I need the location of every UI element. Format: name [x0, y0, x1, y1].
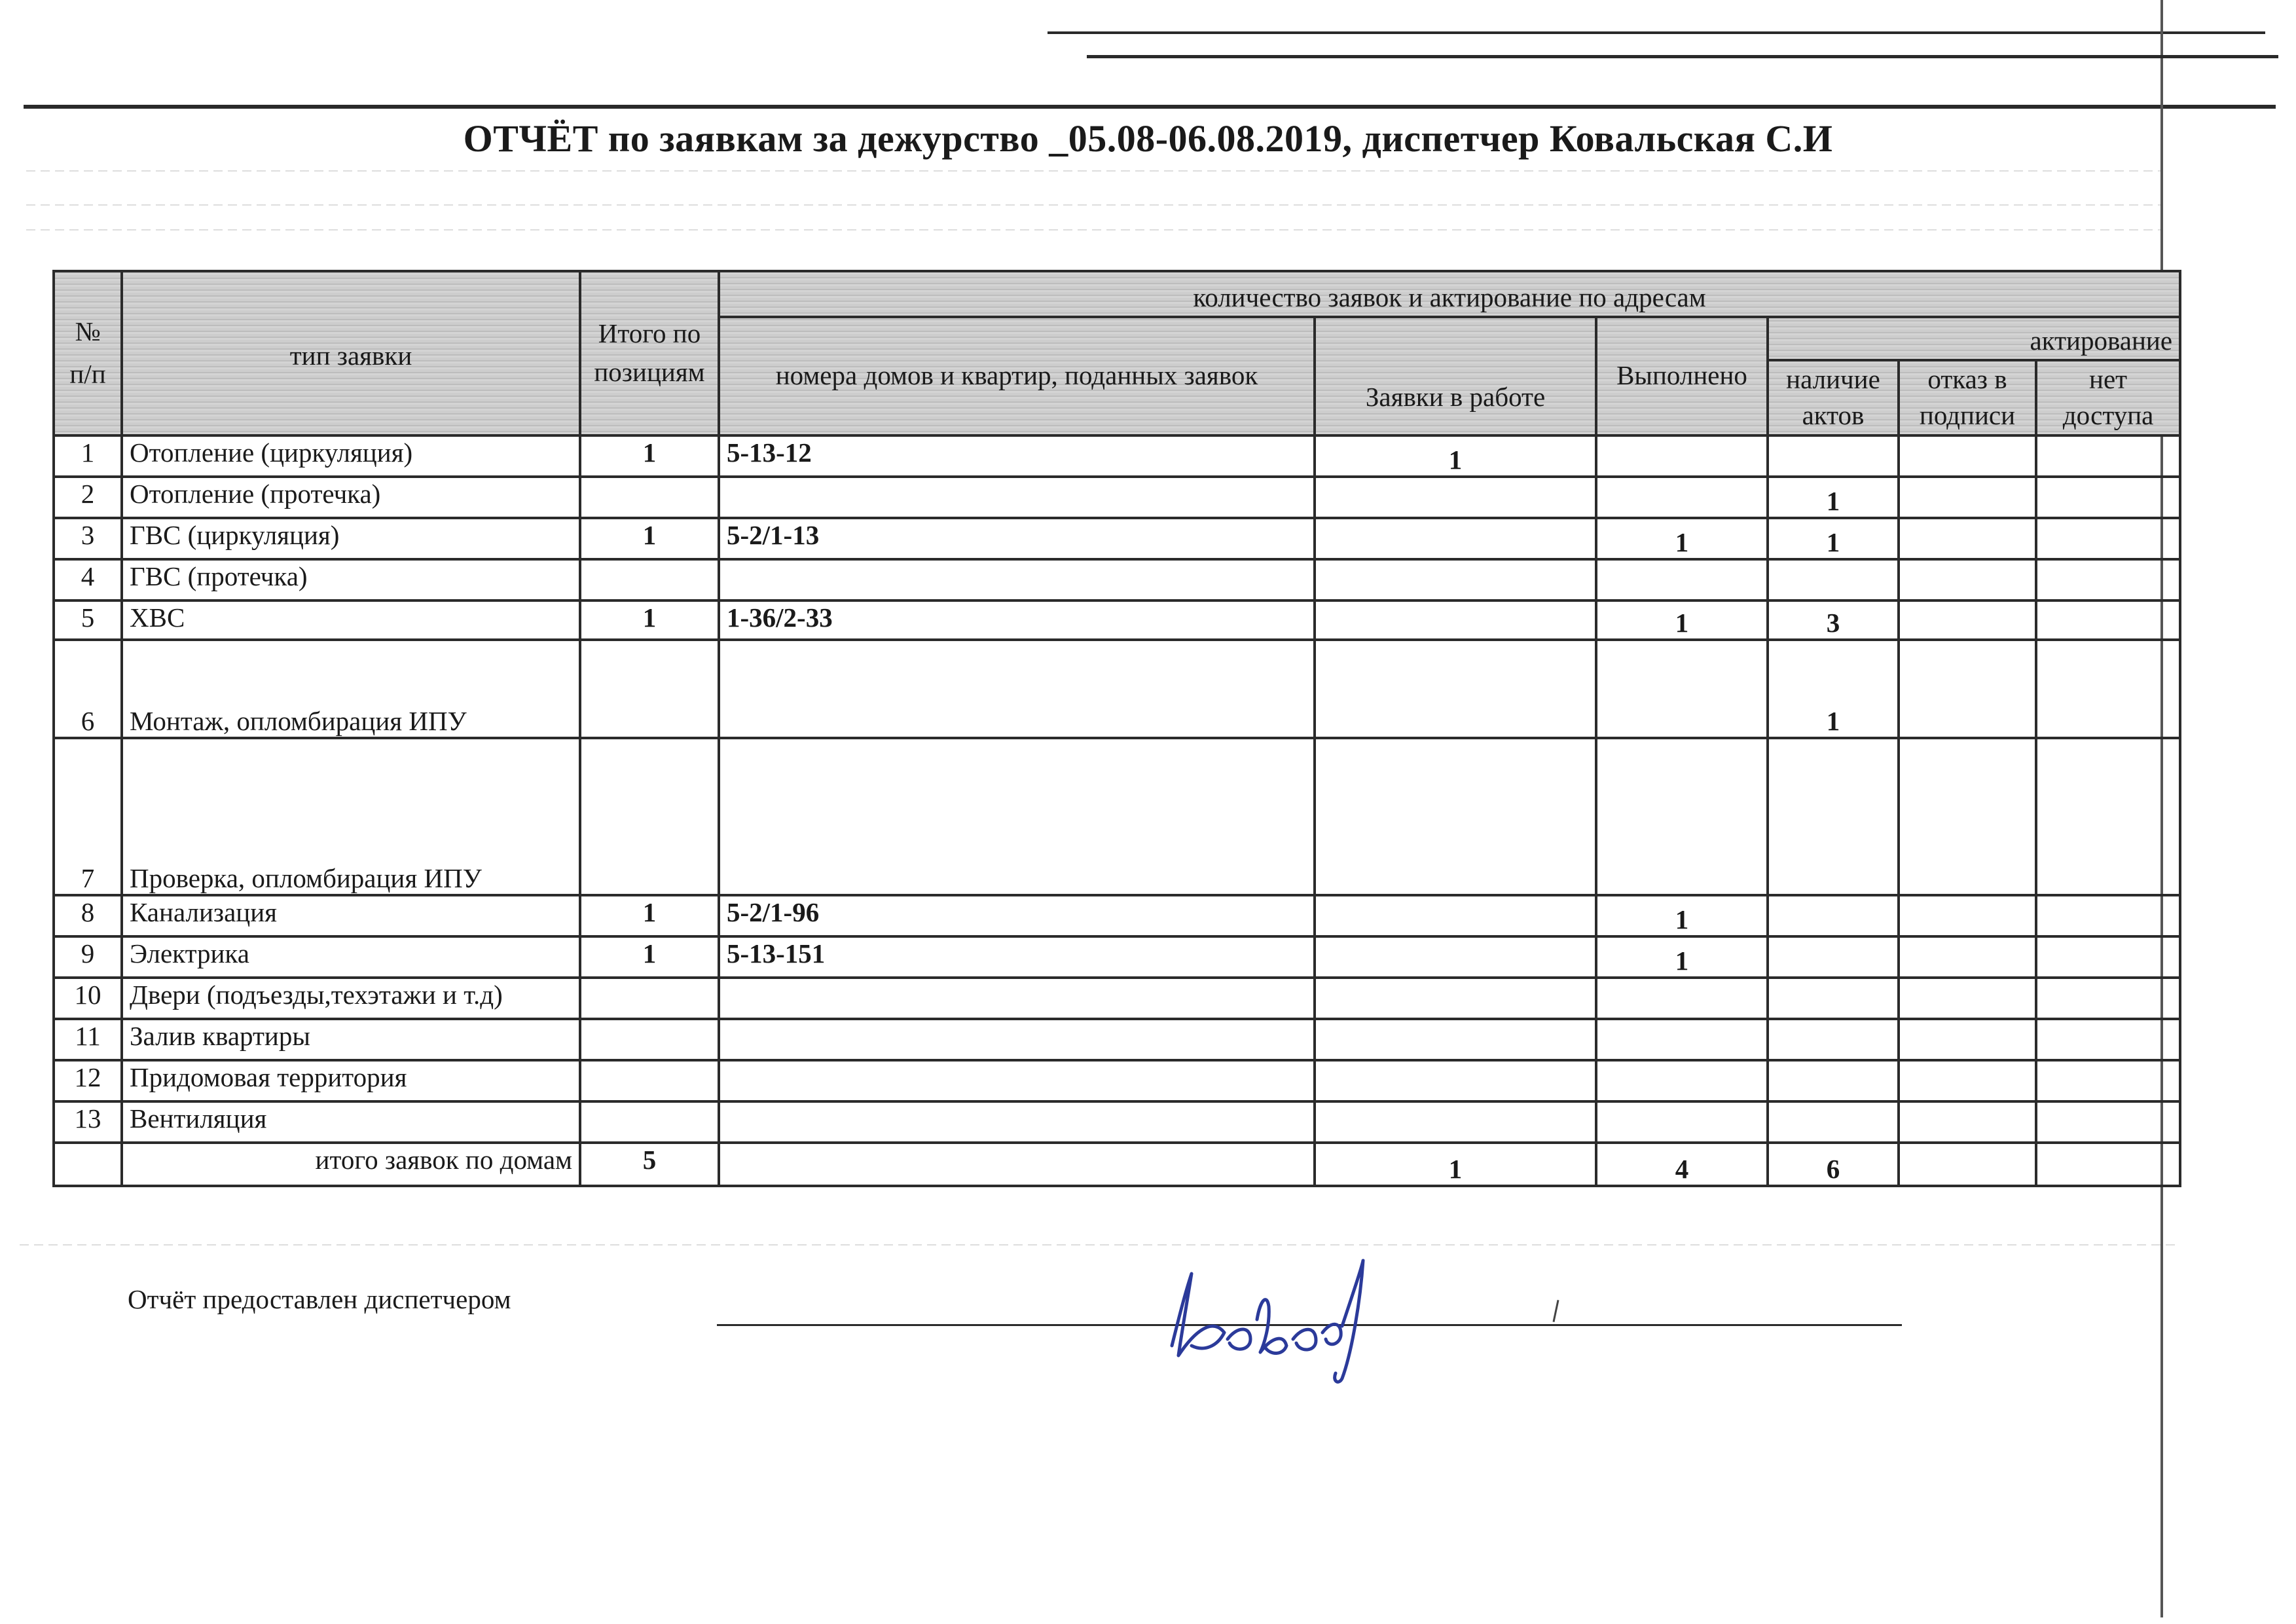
row-done — [1596, 435, 1768, 477]
row-total — [580, 1101, 719, 1143]
table-row — [54, 640, 2180, 738]
row-acts-present — [1768, 1019, 1899, 1060]
row-in-work — [1315, 1060, 1596, 1101]
row-done — [1596, 477, 1768, 518]
header-row-1 — [54, 271, 2180, 317]
row-total — [580, 978, 719, 1019]
row-type: Залив квартиры — [122, 1019, 580, 1060]
row-acts-present — [1768, 1060, 1899, 1101]
top-scan-border — [1048, 31, 2265, 34]
totals-acts-refused — [1899, 1143, 2036, 1186]
row-number: 10 — [54, 978, 122, 1019]
row-total: 1 — [580, 895, 719, 936]
handwritten-signature — [1152, 1247, 1427, 1392]
header-acts-no-access: нет доступа — [2036, 360, 2180, 435]
row-type: Вентиляция — [122, 1101, 580, 1143]
row-in-work: 1 — [1315, 435, 1596, 477]
row-addresses: 5-2/1-13 — [719, 518, 1315, 559]
row-done: 1 — [1596, 518, 1768, 559]
row-in-work — [1315, 738, 1596, 895]
row-acts-no-access — [2036, 738, 2180, 895]
row-acts-present — [1768, 978, 1899, 1019]
row-number: 6 — [54, 640, 122, 738]
header-acts-group: актирование — [1768, 317, 2180, 360]
row-acts-no-access — [2036, 936, 2180, 978]
faint-scan-line — [26, 204, 2160, 206]
row-type: Электрика — [122, 936, 580, 978]
row-number: 1 — [54, 435, 122, 477]
row-acts-no-access — [2036, 518, 2180, 559]
totals-in-work: 1 — [1315, 1143, 1596, 1186]
totals-total: 5 — [580, 1143, 719, 1186]
table-row — [54, 600, 2180, 640]
row-type: Проверка, опломбирация ИПУ — [122, 738, 580, 895]
row-addresses — [719, 477, 1315, 518]
footer-label: Отчёт предоставлен диспетчером — [128, 1284, 511, 1314]
header-num: № п/п — [54, 271, 122, 435]
row-number: 9 — [54, 936, 122, 978]
top-rule — [24, 105, 2276, 109]
row-acts-present — [1768, 895, 1899, 936]
row-acts-refused — [1899, 435, 2036, 477]
row-in-work — [1315, 1019, 1596, 1060]
row-number: 13 — [54, 1101, 122, 1143]
table-row — [54, 435, 2180, 477]
row-acts-refused — [1899, 1019, 2036, 1060]
row-number: 4 — [54, 559, 122, 600]
header-addresses: номера домов и квартир, поданных заявок — [719, 317, 1315, 435]
row-acts-present — [1768, 1101, 1899, 1143]
row-acts-no-access — [2036, 1101, 2180, 1143]
row-type: ГВС (циркуляция) — [122, 518, 580, 559]
row-addresses — [719, 1060, 1315, 1101]
row-acts-refused — [1899, 895, 2036, 936]
row-addresses — [719, 559, 1315, 600]
row-number: 3 — [54, 518, 122, 559]
header-total: Итого по позициям — [580, 271, 719, 435]
row-acts-present: 3 — [1768, 600, 1899, 640]
row-addresses — [719, 978, 1315, 1019]
row-in-work — [1315, 936, 1596, 978]
row-acts-refused — [1899, 559, 2036, 600]
row-in-work — [1315, 600, 1596, 640]
table-row — [54, 1060, 2180, 1101]
row-acts-no-access — [2036, 559, 2180, 600]
row-acts-present — [1768, 738, 1899, 895]
row-type: ХВС — [122, 600, 580, 640]
table-row — [54, 936, 2180, 978]
row-done: 1 — [1596, 600, 1768, 640]
row-in-work — [1315, 518, 1596, 559]
row-acts-no-access — [2036, 978, 2180, 1019]
totals-addresses — [719, 1143, 1315, 1186]
row-addresses — [719, 640, 1315, 738]
row-done: 1 — [1596, 936, 1768, 978]
row-total — [580, 477, 719, 518]
row-acts-no-access — [2036, 435, 2180, 477]
row-total: 1 — [580, 936, 719, 978]
row-in-work — [1315, 1101, 1596, 1143]
row-total — [580, 738, 719, 895]
row-total — [580, 1019, 719, 1060]
totals-empty-num — [54, 1143, 122, 1186]
header-group: количество заявок и актирование по адресам — [719, 271, 2180, 317]
row-addresses — [719, 1019, 1315, 1060]
faint-scan-line — [20, 1244, 2180, 1246]
row-in-work — [1315, 895, 1596, 936]
row-done — [1596, 1060, 1768, 1101]
row-number: 2 — [54, 477, 122, 518]
row-acts-refused — [1899, 978, 2036, 1019]
row-in-work — [1315, 978, 1596, 1019]
row-addresses — [719, 1101, 1315, 1143]
table-row — [54, 1019, 2180, 1060]
row-acts-present: 1 — [1768, 640, 1899, 738]
row-in-work — [1315, 477, 1596, 518]
row-number: 12 — [54, 1060, 122, 1101]
totals-label: итого заявок по домам — [122, 1143, 580, 1186]
row-done: 1 — [1596, 895, 1768, 936]
header-in-work: Заявки в работе — [1315, 317, 1596, 435]
row-done — [1596, 640, 1768, 738]
row-total: 1 — [580, 435, 719, 477]
row-acts-refused — [1899, 640, 2036, 738]
table-row — [54, 738, 2180, 895]
row-type: Монтаж, опломбирация ИПУ — [122, 640, 580, 738]
row-in-work — [1315, 640, 1596, 738]
row-total — [580, 1060, 719, 1101]
row-number: 7 — [54, 738, 122, 895]
report-title: ОТЧЁТ по заявкам за дежурство _05.08-06.08.2019, диспетчер Ковальская С.И — [463, 117, 1833, 160]
row-acts-present — [1768, 936, 1899, 978]
row-total — [580, 640, 719, 738]
row-acts-no-access — [2036, 600, 2180, 640]
row-number: 11 — [54, 1019, 122, 1060]
totals-row — [54, 1143, 2180, 1186]
row-addresses: 5-13-12 — [719, 435, 1315, 477]
row-type: Придомовая территория — [122, 1060, 580, 1101]
header-acts-refused: отказ в подписи — [1899, 360, 2036, 435]
table-row — [54, 895, 2180, 936]
report-table — [52, 270, 2181, 1187]
row-type: Двери (подъезды,техэтажи и т.д) — [122, 978, 580, 1019]
row-acts-no-access — [2036, 640, 2180, 738]
totals-acts-present: 6 — [1768, 1143, 1899, 1186]
faint-scan-line — [26, 229, 2160, 231]
row-acts-refused — [1899, 1101, 2036, 1143]
row-type: Отопление (циркуляция) — [122, 435, 580, 477]
row-total: 1 — [580, 518, 719, 559]
table-row — [54, 978, 2180, 1019]
row-acts-refused — [1899, 600, 2036, 640]
totals-done: 4 — [1596, 1143, 1768, 1186]
row-addresses — [719, 738, 1315, 895]
row-type: Канализация — [122, 895, 580, 936]
row-type: Отопление (протечка) — [122, 477, 580, 518]
row-acts-no-access — [2036, 477, 2180, 518]
row-acts-refused — [1899, 738, 2036, 895]
row-total: 1 — [580, 600, 719, 640]
row-acts-no-access — [2036, 895, 2180, 936]
table-row — [54, 1101, 2180, 1143]
row-in-work — [1315, 559, 1596, 600]
signature-line-tick — [1552, 1300, 1559, 1322]
row-acts-refused — [1899, 936, 2036, 978]
row-acts-no-access — [2036, 1019, 2180, 1060]
header-acts-present: наличие актов — [1768, 360, 1899, 435]
row-acts-refused — [1899, 477, 2036, 518]
row-number: 8 — [54, 895, 122, 936]
row-acts-no-access — [2036, 1060, 2180, 1101]
totals-acts-no-access — [2036, 1143, 2180, 1186]
row-acts-present — [1768, 559, 1899, 600]
row-acts-refused — [1899, 1060, 2036, 1101]
row-done — [1596, 978, 1768, 1019]
row-acts-present: 1 — [1768, 518, 1899, 559]
row-total — [580, 559, 719, 600]
row-done — [1596, 559, 1768, 600]
row-acts-refused — [1899, 518, 2036, 559]
faint-scan-line — [26, 170, 2160, 172]
table-row — [54, 477, 2180, 518]
row-number: 5 — [54, 600, 122, 640]
row-addresses: 5-13-151 — [719, 936, 1315, 978]
row-done — [1596, 738, 1768, 895]
row-addresses: 1-36/2-33 — [719, 600, 1315, 640]
row-acts-present: 1 — [1768, 477, 1899, 518]
header-type: тип заявки — [122, 271, 580, 435]
table-row — [54, 559, 2180, 600]
row-done — [1596, 1019, 1768, 1060]
row-type: ГВС (протечка) — [122, 559, 580, 600]
row-done — [1596, 1101, 1768, 1143]
upper-right-rule — [1087, 55, 2278, 58]
table-row — [54, 518, 2180, 559]
row-addresses: 5-2/1-96 — [719, 895, 1315, 936]
header-done: Выполнено — [1596, 317, 1768, 435]
row-acts-present — [1768, 435, 1899, 477]
